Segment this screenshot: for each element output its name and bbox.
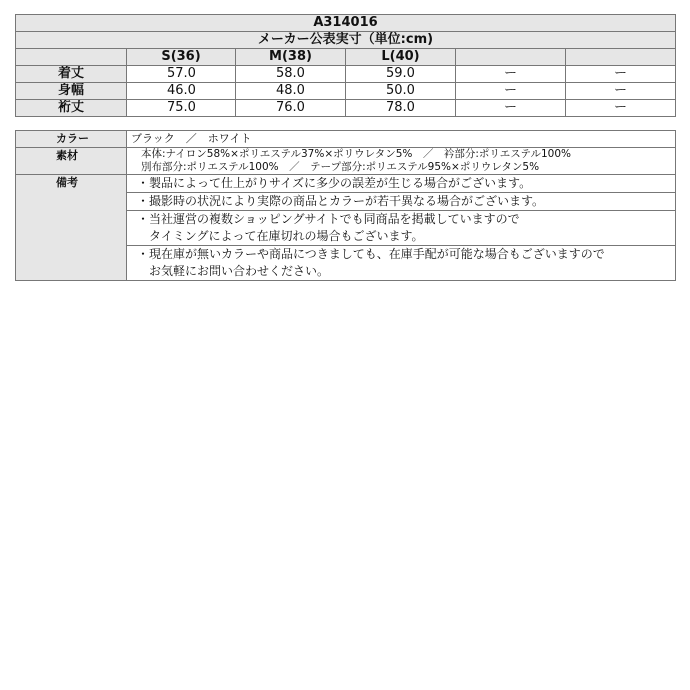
size-header-s: S(36) <box>127 49 236 66</box>
size-header-m: M(38) <box>236 49 346 66</box>
size-table <box>15 14 676 117</box>
material-value <box>127 148 676 175</box>
note-line: ・撮影時の状況により実際の商品とカラーが若干異なる場合がございます。 <box>137 194 545 208</box>
note-line: ・当社運営の複数ショッピングサイトでも同商品を掲載していますので <box>137 212 520 226</box>
size-header-l: L(40) <box>346 49 456 66</box>
note-line: タイミングによって在庫切れの場合もございます。 <box>137 229 424 243</box>
cell-value: 75.0 <box>127 100 236 117</box>
note-item <box>127 175 676 193</box>
row-label: 着丈 <box>16 66 127 83</box>
size-header-empty <box>456 49 566 66</box>
row-label: 身幅 <box>16 83 127 100</box>
cell-value: ー <box>456 100 566 117</box>
detail-table <box>15 130 676 281</box>
table-row <box>16 66 676 83</box>
notes-row <box>16 175 676 193</box>
size-table-subtitle: メーカー公表実寸（単位:cm) <box>16 32 676 49</box>
table-row <box>16 83 676 100</box>
material-label: 素材 <box>16 148 127 175</box>
cell-value: 48.0 <box>236 83 346 100</box>
note-line: ・製品によって仕上がりサイズに多少の誤差が生じる場合がございます。 <box>137 176 532 190</box>
cell-value: 76.0 <box>236 100 346 117</box>
cell-value: 58.0 <box>236 66 346 83</box>
note-line: お気軽にお問い合わせください。 <box>137 264 330 278</box>
color-row <box>16 131 676 148</box>
model-number: A314016 <box>16 15 676 32</box>
notes-label: 備考 <box>16 175 127 281</box>
note-line: ・現在庫が無いカラーや商品につきましても、在庫手配が可能な場合もございますので <box>137 247 605 261</box>
material-row <box>16 148 676 175</box>
cell-value: ー <box>566 83 676 100</box>
size-header-empty <box>566 49 676 66</box>
size-header-row <box>16 49 676 66</box>
material-line: 別布部分:ポリエステル100% ／ テープ部分:ポリエステル95%×ポリウレタン5% <box>141 161 540 173</box>
color-value: ブラック ／ ホワイト <box>127 131 676 148</box>
note-item <box>127 193 676 211</box>
cell-value: 50.0 <box>346 83 456 100</box>
material-line: 本体:ナイロン58%×ポリエステル37%×ポリウレタン5% ／ 衿部分:ポリエステル100% <box>141 148 571 160</box>
cell-value: ー <box>456 66 566 83</box>
cell-value: 78.0 <box>346 100 456 117</box>
cell-value: 57.0 <box>127 66 236 83</box>
cell-value: ー <box>456 83 566 100</box>
row-label: 裄丈 <box>16 100 127 117</box>
size-header-empty <box>16 49 127 66</box>
cell-value: 46.0 <box>127 83 236 100</box>
cell-value: ー <box>566 66 676 83</box>
color-label: カラー <box>16 131 127 148</box>
note-item <box>127 211 676 246</box>
table-row <box>16 100 676 117</box>
cell-value: 59.0 <box>346 66 456 83</box>
cell-value: ー <box>566 100 676 117</box>
note-item <box>127 246 676 281</box>
